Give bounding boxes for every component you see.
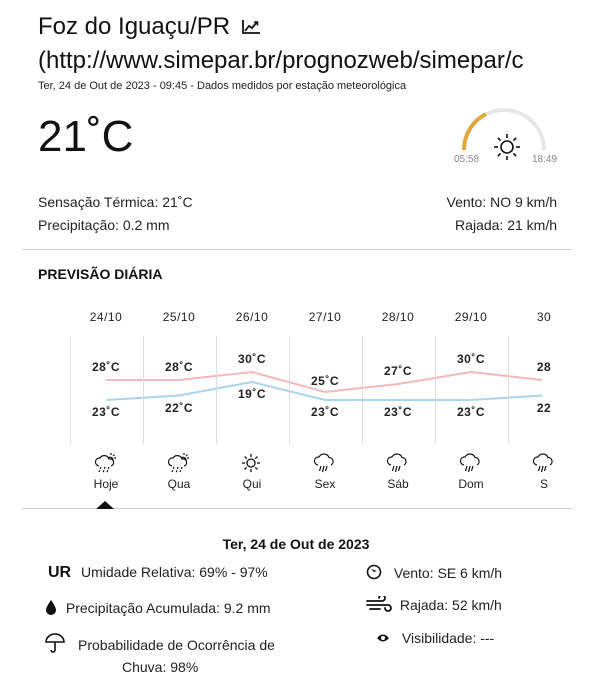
current-wind: Vento: NO 9 km/h	[446, 194, 557, 210]
forecast-day-label[interactable]: Sáb	[387, 477, 409, 491]
forecast-day-label[interactable]: S	[539, 477, 548, 491]
sunrise-time: 05:58	[454, 154, 480, 165]
city-name: Foz do Iguaçu/PR	[38, 13, 231, 40]
rain-prob-line2: Chuva: 98%	[122, 659, 199, 675]
forecast-date: 28/10	[381, 310, 415, 324]
current-precipitation: Precipitação: 0.2 mm	[38, 217, 170, 233]
max-temp-label: 28	[536, 360, 552, 374]
selected-day-date: Ter, 24 de Out de 2023	[222, 536, 370, 552]
sun-icon[interactable]	[240, 452, 262, 479]
forecast-date: 27/10	[308, 310, 342, 324]
wind-text: Vento: SE 6 km/h	[393, 565, 503, 581]
forecast-column-separator	[362, 336, 363, 444]
max-temp-label: 25˚C	[310, 374, 339, 388]
gust-row	[366, 596, 502, 614]
precip-acc-text: Precipitação Acumulada: 9.2 mm	[65, 600, 271, 616]
rain-cloud-icon[interactable]	[313, 452, 337, 479]
visibility-text: Visibilidade: ---	[401, 630, 495, 646]
forecast-day-label[interactable]: Qui	[242, 477, 262, 491]
forecast-date: 24/10	[89, 310, 123, 324]
precip-acc-row	[44, 599, 271, 616]
forecast-date: 30	[536, 310, 552, 324]
wind-row	[366, 564, 502, 581]
min-temp-label: 23˚C	[310, 405, 339, 419]
gust-text: Rajada: 52 km/h	[399, 597, 502, 613]
forecast-day-label[interactable]: Qua	[167, 477, 191, 491]
max-temp-label: 28˚C	[91, 360, 120, 374]
umbrella-icon	[44, 632, 66, 654]
rain-prob-line1: Probabilidade de Ocorrência de	[78, 637, 275, 653]
forecast-date: 29/10	[454, 310, 488, 324]
feels-like: Sensação Térmica: 21˚C	[38, 194, 193, 210]
measurement-subtitle: Ter, 24 de Out de 2023 - 09:45 - Dados medidos por estação meteorológica	[38, 80, 407, 92]
humidity-row	[48, 564, 268, 582]
max-temp-label: 28˚C	[164, 360, 193, 374]
forecast-column-separator	[70, 336, 71, 444]
max-temp-label: 27˚C	[383, 364, 412, 378]
rain-sun-icon[interactable]	[94, 452, 118, 479]
max-temp-label: 30˚C	[237, 352, 266, 366]
eye-icon	[376, 633, 390, 643]
selected-day-pointer	[96, 501, 114, 510]
gust-wind-icon	[366, 596, 392, 614]
rain-cloud-icon[interactable]	[532, 452, 556, 479]
rain-cloud-icon[interactable]	[386, 452, 410, 479]
rain-sun-icon[interactable]	[167, 452, 191, 479]
min-temp-label: 23˚C	[91, 405, 120, 419]
humidity-text: Umidade Relativa: 69% - 97%	[81, 564, 268, 580]
forecast-date: 25/10	[162, 310, 196, 324]
humidity-icon: UR	[48, 564, 72, 581]
compass-icon	[366, 564, 382, 580]
min-temp-label: 19˚C	[237, 387, 266, 401]
daily-forecast-title: PREVISÃO DIÁRIA	[38, 266, 163, 282]
forecast-column-separator	[143, 336, 144, 444]
min-temp-label: 23˚C	[383, 405, 412, 419]
forecast-day-label[interactable]: Dom	[458, 477, 484, 491]
current-temperature: 21˚C	[38, 112, 134, 161]
source-url[interactable]: (http://www.simepar.br/prognozweb/simepar/c	[38, 47, 524, 74]
current-gust: Rajada: 21 km/h	[455, 217, 557, 233]
rain-prob-row	[44, 632, 66, 659]
min-temp-label: 22˚C	[164, 400, 193, 415]
forecast-date: 26/10	[235, 310, 269, 324]
max-temp-label: 30˚C	[456, 352, 485, 366]
rain-cloud-icon[interactable]	[459, 452, 483, 479]
visibility-row	[376, 630, 494, 646]
min-temp-label: 22	[536, 400, 552, 415]
sunset-time: 18:49	[532, 154, 558, 165]
min-temp-label: 23˚C	[456, 405, 485, 419]
forecast-day-label[interactable]: Sex	[314, 477, 336, 491]
forecast-day-label[interactable]: Hoje	[93, 477, 119, 491]
raindrop-icon	[44, 599, 58, 615]
